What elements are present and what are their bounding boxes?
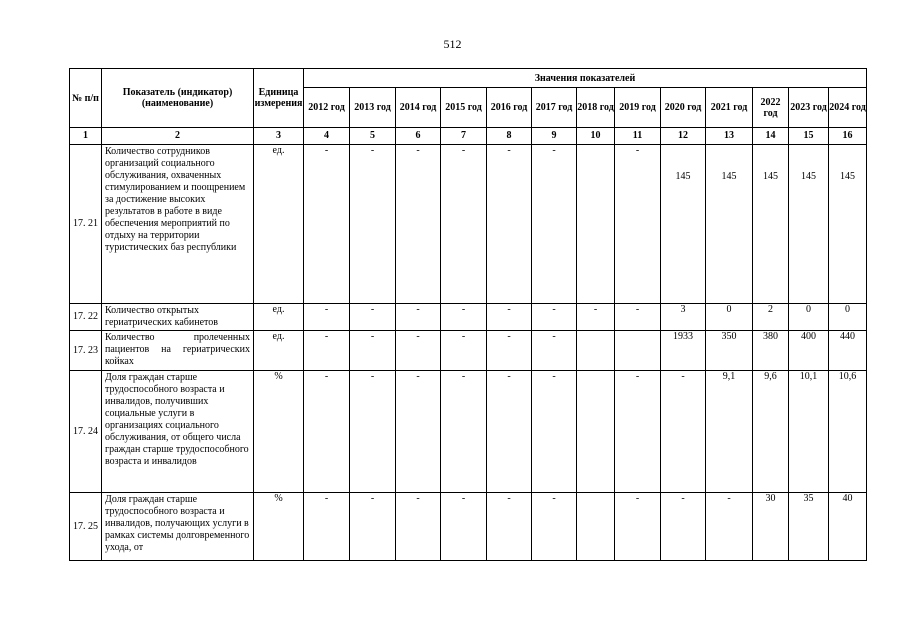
- value-cell: 40: [829, 493, 867, 561]
- column-index: 14: [753, 128, 789, 145]
- value-cell: -: [615, 145, 661, 304]
- value-cell: 10,1: [789, 371, 829, 493]
- indicator-name: Количество пролеченных пациентов на гериатрических койках: [102, 331, 254, 371]
- header-year: 2019 год: [615, 88, 661, 128]
- value-cell: 9,1: [706, 371, 753, 493]
- value-cell: -: [396, 493, 441, 561]
- value-cell: [615, 331, 661, 371]
- value-cell: -: [487, 145, 532, 304]
- value-cell: -: [396, 304, 441, 331]
- value-cell: -: [304, 145, 350, 304]
- value-cell: -: [350, 331, 396, 371]
- value-cell: -: [706, 493, 753, 561]
- indicator-name: Количество сотрудников организаций социального обслуживания, охваченных стимулированием и поощрением за достижение высоких результатов в работе в виде обеспечения мероприятий по отдыху на территории туристических баз республики: [102, 145, 254, 304]
- value-cell: -: [441, 331, 487, 371]
- column-index: 13: [706, 128, 753, 145]
- unit-cell: ед.: [254, 145, 304, 304]
- value-cell: -: [661, 371, 706, 493]
- row-number: 17. 22: [70, 304, 102, 331]
- value-cell: -: [304, 371, 350, 493]
- value-cell: 1933: [661, 331, 706, 371]
- value-cell: 0: [789, 304, 829, 331]
- value-cell: 145: [753, 145, 789, 304]
- value-cell: -: [615, 304, 661, 331]
- table-row: [70, 331, 867, 371]
- unit-cell: ед.: [254, 304, 304, 331]
- value-cell: -: [350, 304, 396, 331]
- value-cell: -: [304, 304, 350, 331]
- indicators-table: [69, 68, 867, 561]
- value-cell: 3: [661, 304, 706, 331]
- value-cell: -: [441, 371, 487, 493]
- row-number: 17. 21: [70, 145, 102, 304]
- value-cell: 145: [789, 145, 829, 304]
- value-cell: 145: [706, 145, 753, 304]
- table-row: [70, 145, 867, 304]
- value-cell: -: [532, 304, 577, 331]
- column-index-row: [70, 128, 867, 145]
- page-number: 512: [443, 37, 462, 51]
- header-year: 2017 год: [532, 88, 577, 128]
- value-cell: 0: [829, 304, 867, 331]
- value-cell: 145: [829, 145, 867, 304]
- value-cell: 350: [706, 331, 753, 371]
- value-cell: 10,6: [829, 371, 867, 493]
- value-cell: [577, 493, 615, 561]
- column-index: 7: [441, 128, 487, 145]
- row-number: 17. 24: [70, 371, 102, 493]
- column-index: 5: [350, 128, 396, 145]
- value-cell: [577, 145, 615, 304]
- value-cell: -: [396, 371, 441, 493]
- column-index: 1: [70, 128, 102, 145]
- value-cell: -: [441, 493, 487, 561]
- value-cell: -: [661, 493, 706, 561]
- table-row: [70, 493, 867, 561]
- value-cell: -: [532, 331, 577, 371]
- value-cell: -: [615, 493, 661, 561]
- value-cell: 9,6: [753, 371, 789, 493]
- column-index: 15: [789, 128, 829, 145]
- table-row: [70, 371, 867, 493]
- value-cell: -: [577, 304, 615, 331]
- value-cell: -: [350, 371, 396, 493]
- header-indicator: Показатель (индикатор) (наименование): [102, 69, 254, 128]
- unit-cell: %: [254, 493, 304, 561]
- value-cell: [577, 331, 615, 371]
- column-index: 11: [615, 128, 661, 145]
- header-year: 2012 год: [304, 88, 350, 128]
- column-index: 4: [304, 128, 350, 145]
- header-year: 2020 год: [661, 88, 706, 128]
- value-cell: -: [487, 493, 532, 561]
- value-cell: 145: [661, 145, 706, 304]
- value-cell: -: [532, 371, 577, 493]
- value-cell: 0: [706, 304, 753, 331]
- header-num: № п/п: [70, 69, 102, 128]
- value-cell: [577, 371, 615, 493]
- column-index: 12: [661, 128, 706, 145]
- value-cell: -: [396, 331, 441, 371]
- value-cell: -: [304, 493, 350, 561]
- indicator-name: Доля граждан старше трудоспособного возраста и инвалидов, получивших социальные услуги в организациях социального обслуживания, от общего числа граждан старше трудоспособного возраста и инвалидов: [102, 371, 254, 493]
- table-row: [70, 304, 867, 331]
- indicator-name: Доля граждан старше трудоспособного возраста и инвалидов, получающих услуги в рамках системы долговременного ухода, от: [102, 493, 254, 561]
- value-cell: 380: [753, 331, 789, 371]
- column-index: 10: [577, 128, 615, 145]
- value-cell: -: [396, 145, 441, 304]
- header-year: 2016 год: [487, 88, 532, 128]
- unit-cell: ед.: [254, 331, 304, 371]
- column-index: 2: [102, 128, 254, 145]
- value-cell: -: [487, 331, 532, 371]
- value-cell: -: [532, 145, 577, 304]
- value-cell: 35: [789, 493, 829, 561]
- header-year: 2023 год: [789, 88, 829, 128]
- column-index: 9: [532, 128, 577, 145]
- header-year: 2014 год: [396, 88, 441, 128]
- value-cell: 2: [753, 304, 789, 331]
- value-cell: -: [350, 145, 396, 304]
- header-year: 2021 год: [706, 88, 753, 128]
- value-cell: -: [615, 371, 661, 493]
- value-cell: -: [441, 145, 487, 304]
- value-cell: -: [441, 304, 487, 331]
- header-year: 2022 год: [753, 88, 789, 128]
- value-cell: 440: [829, 331, 867, 371]
- header-year: 2013 год: [350, 88, 396, 128]
- column-index: 3: [254, 128, 304, 145]
- row-number: 17. 25: [70, 493, 102, 561]
- column-index: 16: [829, 128, 867, 145]
- column-index: 6: [396, 128, 441, 145]
- value-cell: 30: [753, 493, 789, 561]
- row-number: 17. 23: [70, 331, 102, 371]
- header-values-group: Значения показателей: [304, 69, 867, 88]
- column-index: 8: [487, 128, 532, 145]
- value-cell: 400: [789, 331, 829, 371]
- value-cell: -: [304, 331, 350, 371]
- value-cell: -: [487, 304, 532, 331]
- value-cell: -: [532, 493, 577, 561]
- unit-cell: %: [254, 371, 304, 493]
- header-year: 2024 год: [829, 88, 867, 128]
- header-unit: Единица измерения: [254, 69, 304, 128]
- value-cell: -: [487, 371, 532, 493]
- header-year: 2015 год: [441, 88, 487, 128]
- indicator-name: Количество открытых гериатрических кабинетов: [102, 304, 254, 331]
- value-cell: -: [350, 493, 396, 561]
- header-year: 2018 год: [577, 88, 615, 128]
